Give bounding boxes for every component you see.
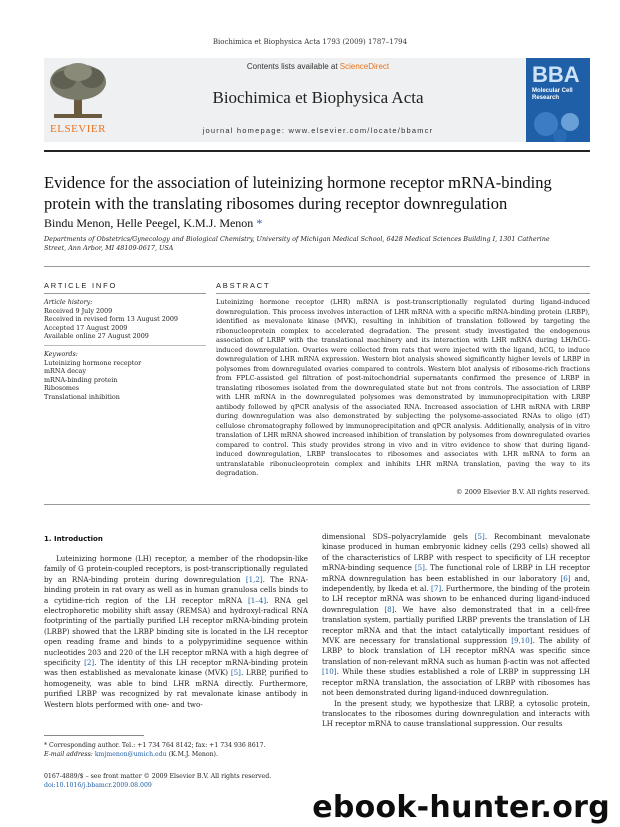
- history-item: Received in revised form 13 August 2009: [44, 315, 178, 324]
- corresponding-author-mark[interactable]: *: [253, 216, 263, 230]
- cover-title: BBA: [532, 62, 580, 87]
- reference-link[interactable]: [8]: [384, 604, 395, 614]
- reference-link[interactable]: [5]: [230, 668, 241, 678]
- history-item: Available online 27 August 2009: [44, 332, 149, 341]
- introduction-heading: 1. Introduction: [44, 535, 103, 543]
- doi-link[interactable]: doi:10.1016/j.bbamcr.2009.08.009: [44, 781, 152, 789]
- email-link[interactable]: kmjmenon@umich.edu: [94, 750, 167, 758]
- introduction-paragraph: In the present study, we hypothesize that LRBP, a cytosolic protein, translocates to the ribosomes during downregulation and interacts with LH receptor mRNA to cause translational suppression. Our results: [322, 698, 590, 729]
- journal-homepage[interactable]: journal homepage: www.elsevier.com/locate/bbamcr: [202, 126, 434, 135]
- cover-subtitle: Molecular Cell Research: [532, 88, 573, 101]
- reference-link[interactable]: [5]: [474, 532, 485, 541]
- keywords-title: Keywords:: [44, 350, 78, 358]
- keyword-item: Translational inhibition: [44, 392, 120, 401]
- journal-cover: [526, 58, 590, 142]
- email-label: E-mail address:: [44, 750, 95, 758]
- author-list: [44, 216, 590, 231]
- article-history-title: Article history:: [44, 298, 93, 306]
- body-text: dimensional SDS–polyacrylamide gels: [322, 532, 475, 541]
- introduction-column-1: [44, 554, 308, 710]
- abstract-bottom-rule: [44, 504, 590, 505]
- reference-link[interactable]: [7]: [431, 584, 442, 594]
- abstract-label: ABSTRACT: [216, 281, 271, 290]
- body-text: Luteinizing hormone (LH) receptor, a member of the rhodopsin-like family of G protein-coupled receptors, is post-transcriptionally regulated by an RNA-binding protein during downregulation: [44, 554, 308, 584]
- body-text: . Recombinant mevalonate kinase produced in human embryonic kidney cells (293 cells) showed all of the characteristics of LRBP with respect to specificity of LH receptor mRNA-binding sequence: [322, 532, 590, 573]
- keyword-item: mRNA-binding protein: [44, 375, 118, 384]
- sciencedirect-link[interactable]: ScienceDirect: [339, 62, 390, 71]
- watermark-text: ebook-hunter.org: [312, 790, 610, 825]
- elsevier-wordmark: ELSEVIER: [50, 123, 106, 135]
- publication-info: [44, 773, 344, 790]
- journal-title: Biochimica et Biophysica Acta: [212, 88, 424, 107]
- tree-logo-icon: [44, 60, 112, 122]
- affiliation-rule: [44, 266, 590, 267]
- footnote-rule: [44, 735, 144, 736]
- reference-link[interactable]: [2]: [84, 658, 95, 668]
- reference-link[interactable]: [6]: [560, 573, 571, 583]
- body-text: . LRBP, purified to homogeneity, was able to bind LHR mRNA directly. Furthermore, purified LRBP was recognized by rat mevalonate kinase antibody in Western blots performed with one- and two-: [44, 668, 308, 709]
- abstract-text: Luteinizing hormone receptor (LHR) mRNA is post-transcriptionally regulated during ligand-induced downregulation. This process involves interaction of LHR mRNA with a specific mRNA-binding protein (LRBP), identified as mevalonate kinase (MVK), resulting in inhibition of translation followed by targeting the ribonucleoprotein complex to accelerated degradation. The present study investigated the endogenous association of LRBP with the translational machinery and its interaction with LHR mRNA during LH/hCG-induced downregulation. Ovaries were collected from rats that were injected with the ligand, hCG, to induce downregulation of LHR mRNA expression. Western blot analysis showed significantly higher levels of LRBP in polysomes from downregulated ovaries compared to controls. Western blot analysis of ribosome-rich fractions from FPLC-assisted gel filtration of post-mitochondrial supernatants confirmed the presence of LRBP in translating ribosomes isolated from the downregulated state but not from controls. The association of LRBP with LHR mRNA in the downregulated polysomes was demonstrated by immunoprecipitation with LRBP antibody followed by qPCR analysis of the associated RNA. Increased association of LHR mRNA with LRBP during downregulation was also demonstrated by subjecting the polysome-associated RNAs to oligo (dT) cellulose chromatography followed by immunoprecipitation and qPCR analysis. Additionally, analysis of in vitro translation of LHR mRNA showed increased inhibition of translation by polysomes from downregulated ovaries compared to control. This study provides strong in vivo and in vitro evidence to show that during ligand-induced downregulation, LRBP translocates to ribosomes and associates with LHR mRNA to form an untranslatable ribonucleoprotein complex and inhibits LHR mRNA translation, paving the way to its degradation.: [216, 298, 590, 477]
- authors-text: Bindu Menon, Helle Peegel, K.M.J. Menon: [44, 216, 254, 230]
- abstract-rule: [216, 293, 590, 294]
- introduction-paragraph: [322, 532, 590, 699]
- header-rule: [44, 150, 590, 152]
- article-info-rule: [44, 293, 206, 294]
- issn-line: 0167-4889/$ – see front matter © 2009 Elsevier B.V. All rights reserved.: [44, 773, 272, 780]
- reference-link[interactable]: [1,2]: [245, 574, 263, 584]
- keyword-item: Ribosomes: [44, 384, 80, 393]
- reference-link[interactable]: [1–4]: [248, 595, 267, 605]
- email-line: [44, 751, 344, 760]
- keyword-item: Luteinizing hormone receptor: [44, 358, 142, 367]
- body-text: . Furthermore, the binding of the protein to LH receptor mRNA was shown to be enhanced during ligand-induced downregulation: [322, 584, 590, 614]
- body-text: . While these studies established a role of LRBP in suppressing LH receptor mRNA translation, the association of LRBP with ribosomes has not been demonstrated during ligand-induced downregulation.: [322, 667, 590, 698]
- body-text: . RNA gel electrophoretic mobility shift assay (REMSA) and hydroxyl-radical RNA footprinting of the partially purified LH receptor mRNA-binding protein (LRBP) showed that the LRBP binding site is located in the LH receptor open reading frame and binds to a polypyrimidine sequence within nucleotides 203 and 220 of the LH receptor mRNA with a high degree of specificity: [44, 595, 308, 668]
- contents-prefix: Contents lists available at: [246, 62, 340, 71]
- article-history: [44, 298, 206, 341]
- introduction-column-2: [322, 532, 590, 730]
- email-suffix: (K.M.J. Menon).: [166, 750, 218, 758]
- corresponding-author-contact: * Corresponding author. Tel.: +1 734 764 8142; fax: +1 734 936 8617.: [44, 742, 266, 749]
- article-title: Evidence for the association of luteinizing hormone receptor mRNA-binding protein with the translating ribosomes during receptor downregulation: [44, 173, 552, 213]
- cover-art-icon: [526, 104, 590, 142]
- reference-link[interactable]: [5]: [414, 563, 425, 573]
- contents-availability: [112, 62, 524, 71]
- article-info-label: ARTICLE INFO: [44, 281, 118, 290]
- keywords-block: [44, 350, 206, 402]
- body-text: and, independently, by Ikeda et al.: [322, 573, 590, 594]
- body-text: . The identity of this LH receptor mRNA-binding protein was then established as mevalonate kinase (MVK): [44, 658, 308, 678]
- keyword-item: mRNA decay: [44, 367, 86, 376]
- reference-link[interactable]: [10]: [322, 667, 337, 677]
- body-text: . The ability of LRBP to block translation of LH receptor mRNA was specific since translation of non-relevant mRNA such as human β-actin was not affected: [322, 636, 590, 666]
- reference-link[interactable]: [9,10]: [511, 636, 533, 646]
- body-text: . We have also demonstrated that in a cell-free translation system, partially purified LRBP prevents the translation of LH receptor mRNA and that the intact catalytically important residues of MVK are necessary for translational suppression: [322, 604, 590, 646]
- body-text: . The RNA-binding protein in rat ovary as well as in human granulosa cells binds to a cytidine-rich region of the LH receptor mRNA: [44, 574, 308, 605]
- corresponding-author-footnote: [44, 742, 344, 759]
- history-item: Accepted 17 August 2009: [44, 323, 128, 332]
- author-affiliation: Departments of Obstetrics/Gynecology and Biological Chemistry, University of Michigan Medical School, 6428 Medical Sciences Building I, 1301 Catherine Street, Ann Arbor, MI 48109-0617, USA: [44, 235, 550, 252]
- history-item: Received 9 July 2009: [44, 306, 113, 315]
- keywords-rule: [44, 345, 206, 346]
- journal-citation: Biochimica et Biophysica Acta 1793 (2009) 1787–1794: [212, 38, 408, 46]
- body-text: . The functional role of LRBP in LH receptor mRNA downregulation has been established in our laboratory: [322, 563, 590, 583]
- abstract-copyright: © 2009 Elsevier B.V. All rights reserved.: [456, 488, 590, 496]
